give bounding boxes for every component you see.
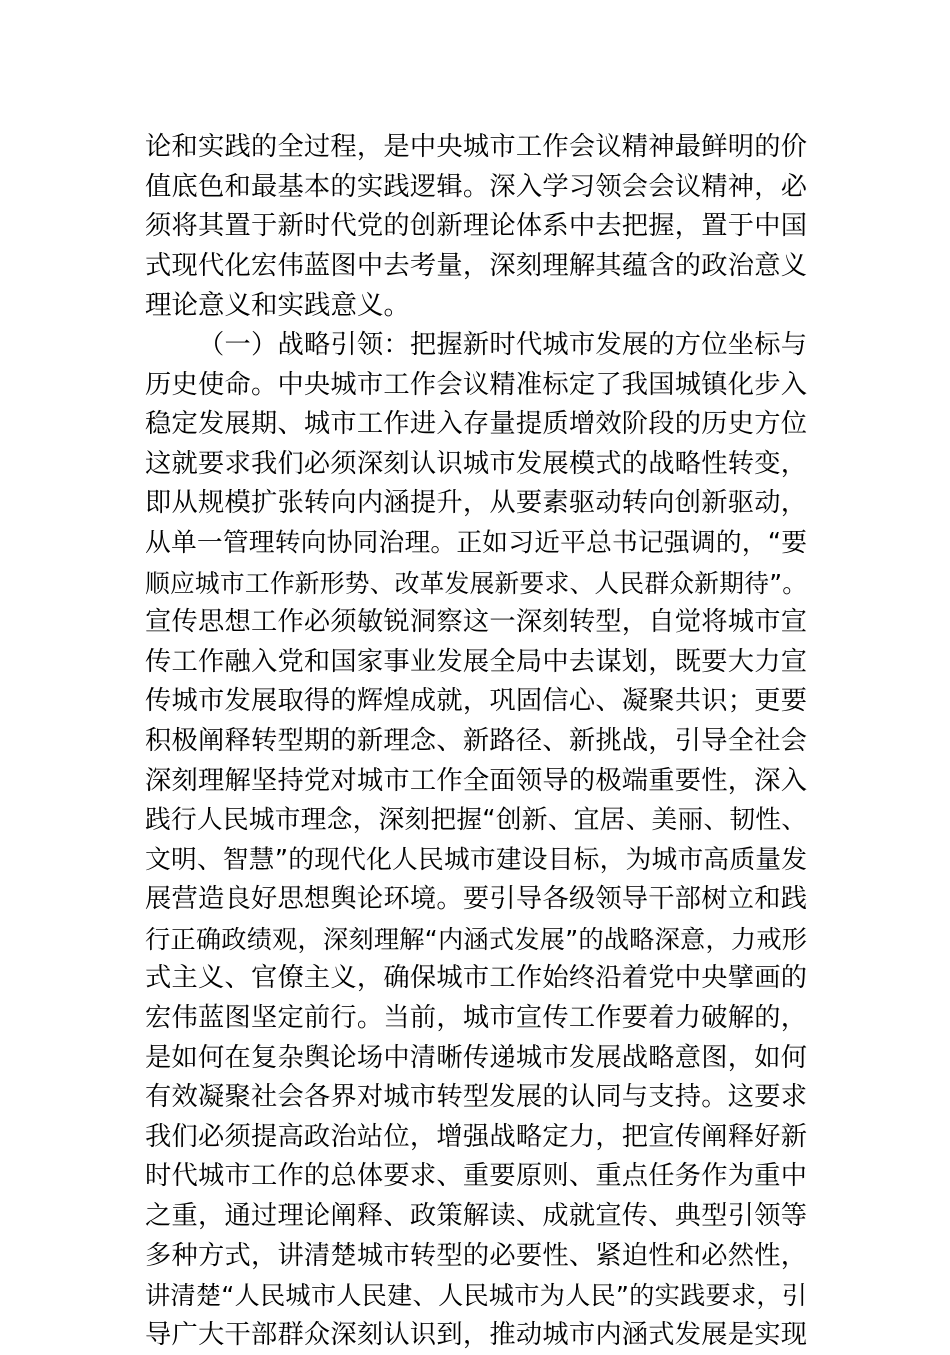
text-line: 讲清楚“人民城市人民建、人民城市为人民”的实践要求，引 bbox=[145, 1281, 807, 1311]
text-line: 理论意义和实践意义。 bbox=[145, 290, 410, 322]
text-line: 导广大干部群众深刻认识到，推动城市内涵式发展是实现 bbox=[145, 1319, 807, 1350]
text-line: 从单一管理转向协同治理。正如习近平总书记强调的，“要 bbox=[145, 527, 807, 558]
text-line: 式主义、官僚主义，确保城市工作始终沿着党中央擘画的 bbox=[145, 963, 807, 994]
text-line: 传城市发展取得的辉煌成就，巩固信心、凝聚共识；更要 bbox=[145, 686, 807, 717]
text-line: 这就要求我们必须深刻认识城市发展模式的战略性转变， bbox=[145, 448, 807, 479]
text-line: 是如何在复杂舆论场中清晰传递城市发展战略意图，如何 bbox=[145, 1042, 807, 1073]
text-line: 我们必须提高政治站位，增强战略定力，把宣传阐释好新 bbox=[145, 1121, 807, 1152]
text-line: 时代城市工作的总体要求、重要原则、重点任务作为重中 bbox=[145, 1161, 807, 1192]
text-line: 多种方式，讲清楚城市转型的必要性、紧迫性和必然性， bbox=[145, 1240, 807, 1271]
text-line: 稳定发展期、城市工作进入存量提质增效阶段的历史方位 bbox=[145, 409, 807, 440]
text-line: 宣传思想工作必须敏锐洞察这一深刻转型，自觉将城市宣 bbox=[145, 607, 807, 638]
text-line: 践行人民城市理念，深刻把握“创新、宜居、美丽、韧性、 bbox=[145, 805, 807, 836]
text-line: 积极阐释转型期的新理念、新路径、新挑战，引导全社会 bbox=[145, 725, 807, 756]
text-line: 即从规模扩张转向内涵提升，从要素驱动转向创新驱动， bbox=[145, 488, 807, 519]
text-line: 有效凝聚社会各界对城市转型发展的认同与支持。这要求 bbox=[145, 1082, 807, 1113]
text-line: 宏伟蓝图坚定前行。当前，城市宣传工作要着力破解的， bbox=[145, 1003, 807, 1034]
section-heading-line: （一）战略引领：把握新时代城市发展的方位坐标与 bbox=[198, 329, 807, 360]
text-line: 之重，通过理论阐释、政策解读、成就宣传、典型引领等 bbox=[145, 1201, 807, 1232]
text-line: 须将其置于新时代党的创新理论体系中去把握，置于中国 bbox=[145, 211, 807, 242]
text-line: 文明、智慧”的现代化人民城市建设目标，为城市高质量发 bbox=[145, 844, 807, 875]
text-line: 深刻理解坚持党对城市工作全面领导的极端重要性，深入 bbox=[145, 765, 807, 796]
text-line: 值底色和最基本的实践逻辑。深入学习领会会议精神，必 bbox=[145, 171, 807, 202]
text-line: 展营造良好思想舆论环境。要引导各级领导干部树立和践 bbox=[145, 884, 807, 915]
text-line: 顺应城市工作新形势、改革发展新要求、人民群众新期待”。 bbox=[145, 568, 807, 598]
text-line: 历史使命。中央城市工作会议精准标定了我国城镇化步入 bbox=[145, 369, 807, 400]
text-line: 行正确政绩观，深刻理解“内涵式发展”的战略深意，力戒形 bbox=[145, 924, 807, 954]
text-line: 式现代化宏伟蓝图中去考量，深刻理解其蕴含的政治意义 bbox=[145, 250, 807, 281]
text-line: 传工作融入党和国家事业发展全局中去谋划，既要大力宣 bbox=[145, 646, 807, 677]
text-line: 论和实践的全过程，是中央城市工作会议精神最鲜明的价 bbox=[145, 132, 807, 162]
body-text bbox=[145, 128, 807, 1355]
